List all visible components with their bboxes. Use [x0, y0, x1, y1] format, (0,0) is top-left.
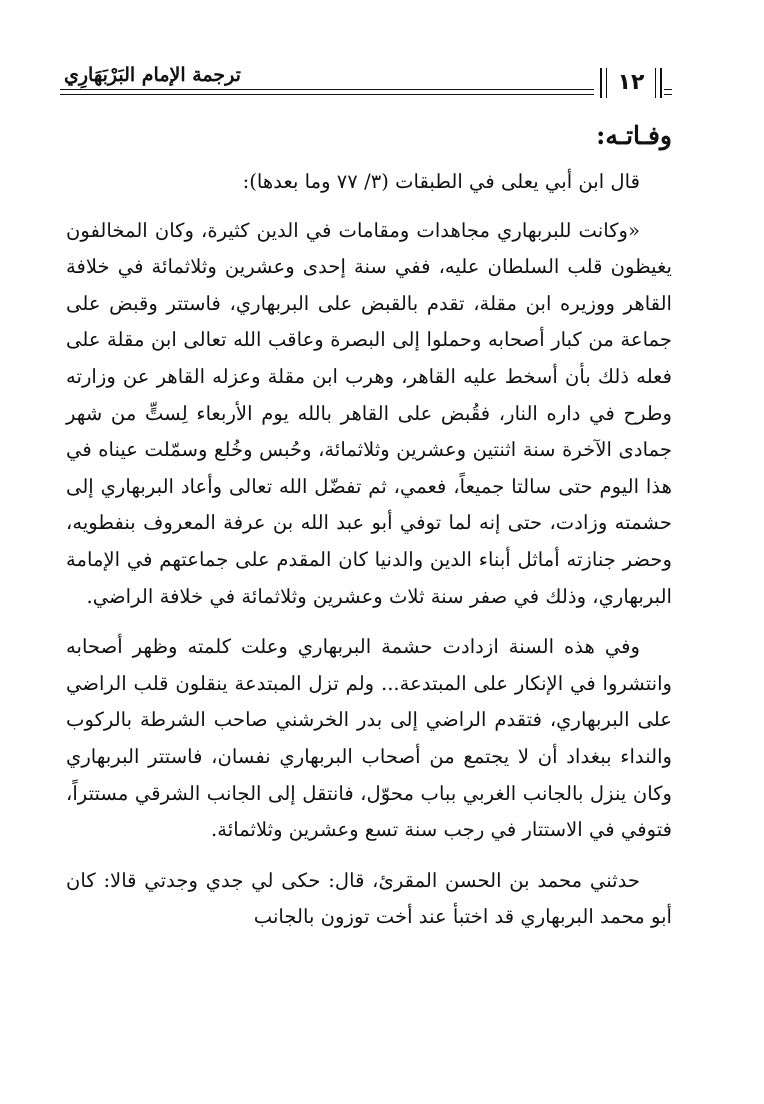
paragraph: «وكانت للبربهاري مجاهدات ومقامات في الدين كثيرة، وكان المخالفون يغيظون قلب السلطان عليه، ففي سنة إحدى وعشرين وثلاثمائة في خلافة القاهر ووزيره ابن مقلة، تقدم بالقبض على البربهاري، فاستتر وقبض على جماعة من كبار أصحابه وحملوا إلى البصرة وعاقب الله تعالى ابن مقلة على فعله ذلك بأن أسخط عليه القاهر، وهرب ابن مقلة وعزله القاهر عن وزارته وطرح في داره النار، فقُبض على القاهر بالله يوم الأربعاء لِستٍّ من شهر جمادى الآخرة سنة اثنتين وعشرين وثلاثمائة، وحُبس وخُلع وسمّلت عيناه في هذا اليوم حتى سالتا جميعاً، فعمي، ثم تفضّل الله تعالى وأعاد البربهاري إلى حشمته وزادت، حتى إنه لما توفي أبو عبد الله بن عرفة المعروف بنفطويه، وحضر جنازته أماثل أبناء الدين والدنيا كان المقدم على جماعتهم في الإمامة البربهاري، وذلك في صفر سنة ثلاث وعشرين وثلاثمائة في خلافة الراضي.: [66, 218, 672, 608]
header-rule-top: [60, 89, 594, 90]
paragraph-source: قال ابن أبي يعلى في الطبقات (٣/ ٧٧ وما بعدها):: [242, 170, 640, 193]
header-rule-right-top: [664, 89, 672, 90]
page-number-box: [600, 68, 662, 98]
page-body: [66, 112, 672, 936]
paragraph: وفي هذه السنة ازدادت حشمة البربهاري وعلت كلمته وظهر أصحابه وانتشروا في الإنكار على المبتدعة... ولم تزل المبتدعة ينقلون قلب الراضي على البربهاري، فتقدم الراضي إلى بدر الخرشني صاحب الشرطة بالركوب والنداء ببغداد أن لا يجتمع من أصحاب البربهاري نفسان، فاستتر البربهاري وكان ينزل بالجانب الغربي بباب محوّل، فانتقل إلى الجانب الشرقي مستتراً، فتوفي في الاستتار في رجب سنة تسع وعشرين وثلاثمائة.: [66, 635, 672, 842]
running-title: ترجمة الإمام البَرْبَهَارِي: [64, 64, 241, 86]
header-rule-right-bottom: [664, 94, 672, 95]
header-rule-bottom: [60, 94, 594, 95]
paragraph: حدثني محمد بن الحسن المقرئ، قال: حكى لي جدي وجدتي قالا: كان أبو محمد البربهاري قد اختبأ عند أخت توزون بالجانب: [66, 868, 672, 929]
page-header: [60, 56, 672, 106]
page-number: ١٢: [617, 70, 645, 95]
section-title: وفـاتـه:: [596, 121, 672, 150]
